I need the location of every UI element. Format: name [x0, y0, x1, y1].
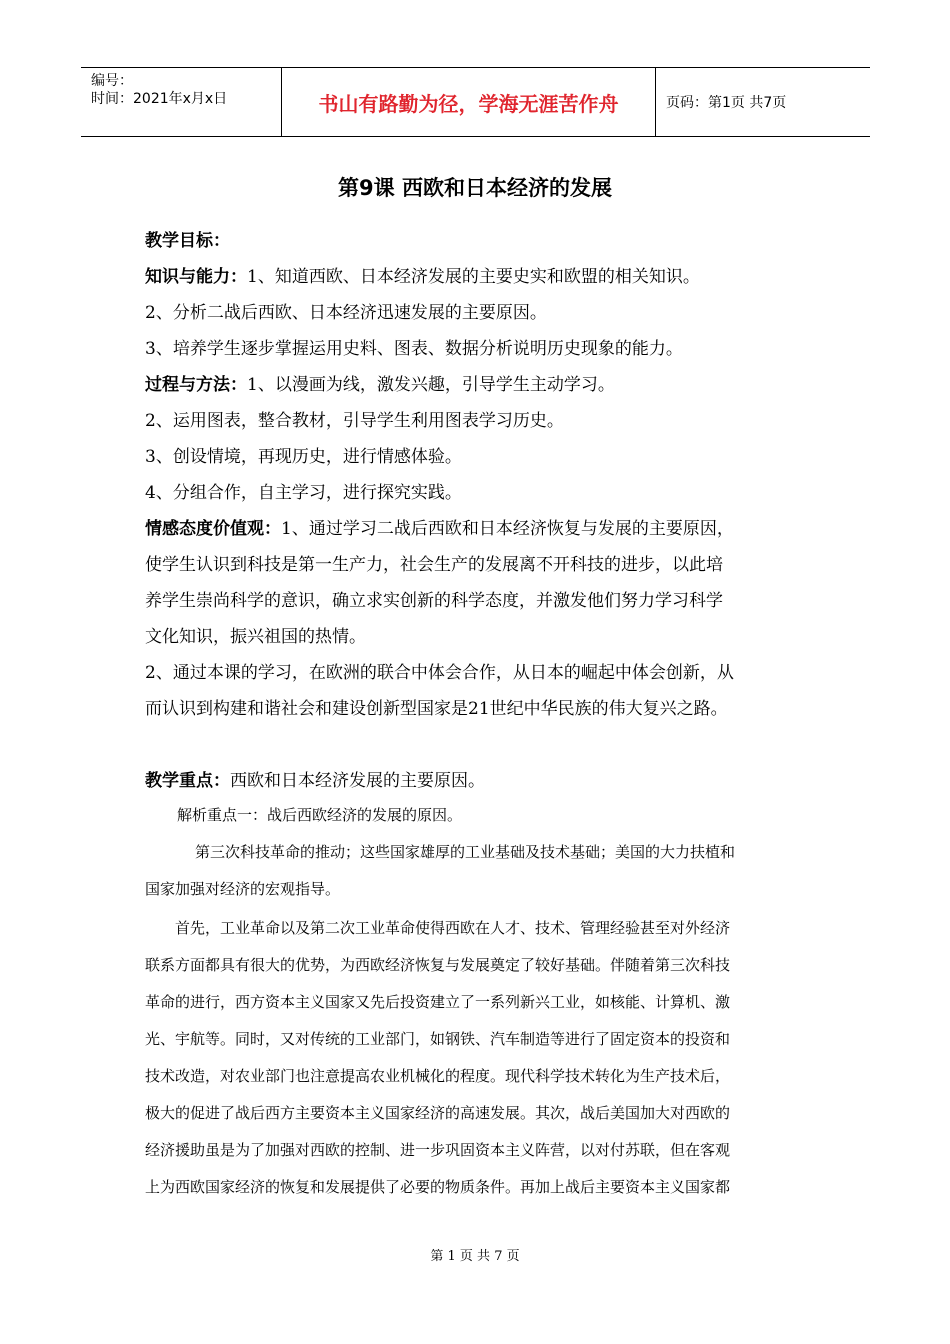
body-line-3: 革命的进行，西方资本主义国家又先后投资建立了一系列新兴工业，如核能、计算机、激 — [145, 993, 731, 1011]
process-line-1 — [145, 367, 810, 403]
page-info: 页码：第1页 共7页 — [666, 95, 787, 111]
body-line-7: 经济援助虽是为了加强对西欧的控制、进一步巩固资本主义阵营，以对付苏联，但在客观 — [145, 1141, 731, 1159]
focus-text: 西欧和日本经济发展的主要原因。 — [230, 771, 485, 791]
body-line-6: 极大的促进了战后西方主要资本主义国家经济的高速发展。其次，战后美国加大对西欧的 — [145, 1104, 731, 1122]
analysis-line-3: 国家加强对经济的宏观指导。 — [145, 880, 341, 898]
number-label: 编号： — [91, 73, 133, 89]
body-line-2: 联系方面都具有很大的优势，为西欧经济恢复与发展奠定了较好基础。伴随着第三次科技 — [145, 956, 731, 974]
body-line-4: 光、宇航等。同时，又对传统的工业部门，如钢铁、汽车制造等进行了固定资本的投资和 — [145, 1030, 731, 1048]
header-table — [81, 67, 870, 137]
page-title: 第9课 西欧和日本经济的发展 — [338, 176, 612, 200]
attitude-line-1 — [145, 511, 810, 547]
attitude-line-3: 养学生崇尚科学的意识，确立求实创新的科学态度，并激发他们努力学习科学 — [145, 591, 723, 611]
process-item-2: 2、运用图表，整合教材，引导学生利用图表学习历史。 — [145, 411, 564, 431]
attitude-text-1: 1、通过学习二战后西欧和日本经济恢复与发展的主要原因， — [281, 519, 734, 539]
knowledge-line-1 — [145, 259, 810, 295]
focus-line — [145, 763, 810, 799]
motto: 书山有路勤为径，学海无涯苦作舟 — [282, 68, 656, 136]
time-label: 时间：2021年x月x日 — [91, 91, 228, 107]
process-label: 过程与方法： — [145, 375, 247, 395]
process-item-4: 4、分组合作，自主学习，进行探究实践。 — [145, 483, 462, 503]
analysis-line-2: 第三次科技革命的推动；这些国家雄厚的工业基础及技术基础；美国的大力扶植和 — [195, 843, 736, 861]
attitude-line-5: 2、通过本课的学习，在欧洲的联合中体会合作，从日本的崛起中体会创新，从 — [145, 663, 734, 683]
process-item-3: 3、创设情境，再现历史，进行情感体验。 — [145, 447, 462, 467]
objectives-heading: 教学目标： — [145, 231, 230, 251]
body-line-5: 技术改造，对农业部门也注意提高农业机械化的程度。现代科学技术转化为生产技术后， — [145, 1067, 731, 1085]
knowledge-item-2: 2、分析二战后西欧、日本经济迅速发展的主要原因。 — [145, 303, 547, 323]
process-item-1: 1、以漫画为线，激发兴趣，引导学生主动学习。 — [247, 375, 615, 395]
attitude-line-4: 文化知识，振兴祖国的热情。 — [145, 627, 366, 647]
attitude-label: 情感态度价值观： — [145, 519, 281, 539]
header-left-cell — [81, 68, 282, 136]
knowledge-label: 知识与能力： — [145, 267, 247, 287]
analysis-line-1: 解析重点一：战后西欧经济的发展的原因。 — [177, 806, 463, 824]
attitude-line-2: 使学生认识到科技是第一生产力，社会生产的发展离不开科技的进步，以此培 — [145, 555, 723, 575]
attitude-line-6: 而认识到构建和谐社会和建设创新型国家是21世纪中华民族的伟大复兴之路。 — [145, 699, 728, 719]
body-line-1: 首先，工业革命以及第二次工业革命使得西欧在人才、技术、管理经验甚至对外经济 — [175, 919, 731, 937]
body-line-8: 上为西欧国家经济的恢复和发展提供了必要的物质条件。再加上战后主要资本主义国家都 — [145, 1178, 731, 1196]
knowledge-item-3: 3、培养学生逐步掌握运用史料、图表、数据分析说明历史现象的能力。 — [145, 339, 683, 359]
focus-label: 教学重点： — [145, 771, 230, 791]
knowledge-item-1: 1、知道西欧、日本经济发展的主要史实和欧盟的相关知识。 — [247, 267, 700, 287]
page-footer: 第 1 页 共 7 页 — [430, 1249, 520, 1264]
